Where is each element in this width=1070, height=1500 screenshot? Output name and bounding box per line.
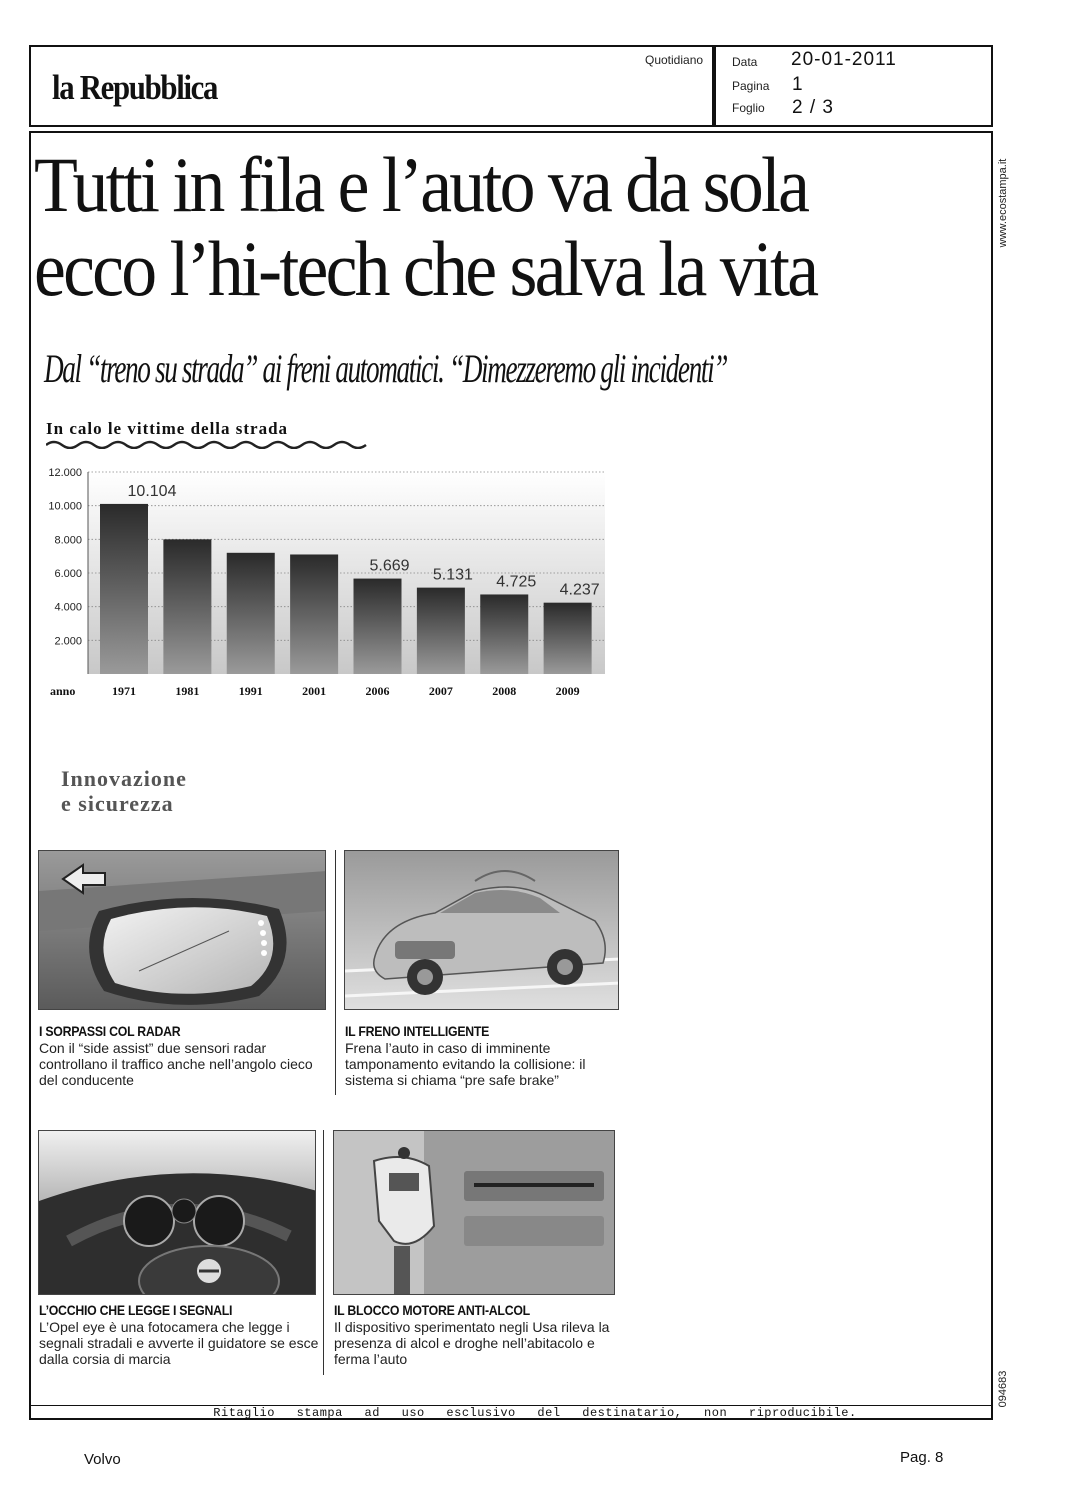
car-brake-photo <box>344 850 619 1010</box>
bar-1981 <box>163 539 211 674</box>
date-value: 20-01-2011 <box>791 49 897 70</box>
y-tick-label: 10.000 <box>48 500 82 513</box>
sheet-label: Foglio <box>732 101 765 115</box>
x-tick-label: 2006 <box>365 684 390 698</box>
headline <box>34 143 816 311</box>
client-name: Volvo <box>84 1451 121 1468</box>
bar-2009 <box>544 603 592 674</box>
data-label: 4.237 <box>559 581 600 599</box>
page-number: Pag. 8 <box>900 1449 944 1466</box>
page-label: Pagina <box>732 79 770 93</box>
publication-type: Quotidiano <box>645 53 704 67</box>
headline-line-2: ecco l’hi-tech che salva la vita <box>34 225 817 312</box>
card-2-title: IL FRENO INTELLIGENTE <box>345 1023 490 1039</box>
column-divider <box>335 850 336 1095</box>
x-tick-label: 2007 <box>428 684 453 698</box>
y-tick-label: 4.000 <box>54 601 82 614</box>
page-value: 1 <box>792 74 804 95</box>
section-heading-line-1: Innovazione <box>61 766 187 791</box>
data-label: 5.131 <box>432 566 473 584</box>
alcohol-interlock-photo <box>333 1130 615 1295</box>
card-2-body: Frena l’auto in caso di imminente tamponamento evitando la collisione: il sistema si chiama “pre safe brake” <box>345 1040 586 1088</box>
headline-line-1: Tutti in fila e l’auto va da sola <box>34 141 808 228</box>
sheet-value: 2 / 3 <box>792 97 834 118</box>
y-tick-label: 2.000 <box>54 635 82 648</box>
side-code: 094683 <box>997 1370 1009 1408</box>
opel-eye-dashboard-photo <box>38 1130 316 1295</box>
title-wave-decoration <box>46 437 376 449</box>
x-tick-label: 2001 <box>302 684 327 698</box>
bar-2008 <box>480 594 528 674</box>
card-1-body: Con il “side assist” due sensori radar controllano il traffico anche nell’angolo cieco del conducente <box>39 1040 313 1088</box>
bar-2001 <box>290 554 338 674</box>
date-label: Data <box>732 55 758 69</box>
y-tick-label: 8.000 <box>54 534 82 547</box>
bar-2006 <box>354 579 402 674</box>
header-divider <box>712 45 716 127</box>
x-tick-label: 1981 <box>175 684 200 698</box>
masthead-logo: la Repubblica <box>52 68 218 107</box>
card-4-body: Il dispositivo sperimentato negli Usa rileva la presenza di alcol e droghe nell’abitacolo e ferma l’auto <box>334 1319 610 1367</box>
x-tick-label: 1971 <box>112 684 136 698</box>
side-url: www.ecostampa.it <box>997 158 1009 248</box>
x-tick-label: 2008 <box>492 684 517 698</box>
x-tick-label: 1991 <box>238 684 263 698</box>
column-divider-2 <box>323 1130 324 1375</box>
bar-1991 <box>227 553 275 674</box>
side-mirror-photo <box>38 850 326 1010</box>
card-3-title: L’OCCHIO CHE LEGGE I SEGNALI <box>39 1302 233 1318</box>
x-axis-label: anno <box>50 684 76 698</box>
data-label: 5.669 <box>369 557 410 575</box>
x-tick-label: 2009 <box>555 684 580 698</box>
chart-title: In calo le vittime della strada <box>46 419 289 438</box>
section-heading <box>61 766 187 816</box>
data-label: 4.725 <box>496 573 537 591</box>
y-tick-label: 6.000 <box>54 568 82 580</box>
y-tick-label: 12.000 <box>48 467 82 479</box>
card-3-body: L’Opel eye è una fotocamera che legge i segnali stradali e avverte il guidatore se esce dalla corsia di marcia <box>39 1319 319 1367</box>
subheadline: Dal “treno su strada” ai freni automatici. “Dimezzeremo gli incidenti” <box>44 346 728 391</box>
bar-1971 <box>100 504 148 674</box>
card-4-title: IL BLOCCO MOTORE ANTI-ALCOL <box>334 1302 530 1318</box>
card-1-title: I SORPASSI COL RADAR <box>39 1023 181 1039</box>
bar-2007 <box>417 588 465 674</box>
copyright-notice: Ritaglio stampa ad uso esclusivo del destinatario, non riproducibile. <box>213 1406 857 1420</box>
data-label: 10.104 <box>127 482 177 500</box>
section-heading-line-2: e sicurezza <box>61 791 174 816</box>
fatalities-bar-chart <box>40 462 615 710</box>
